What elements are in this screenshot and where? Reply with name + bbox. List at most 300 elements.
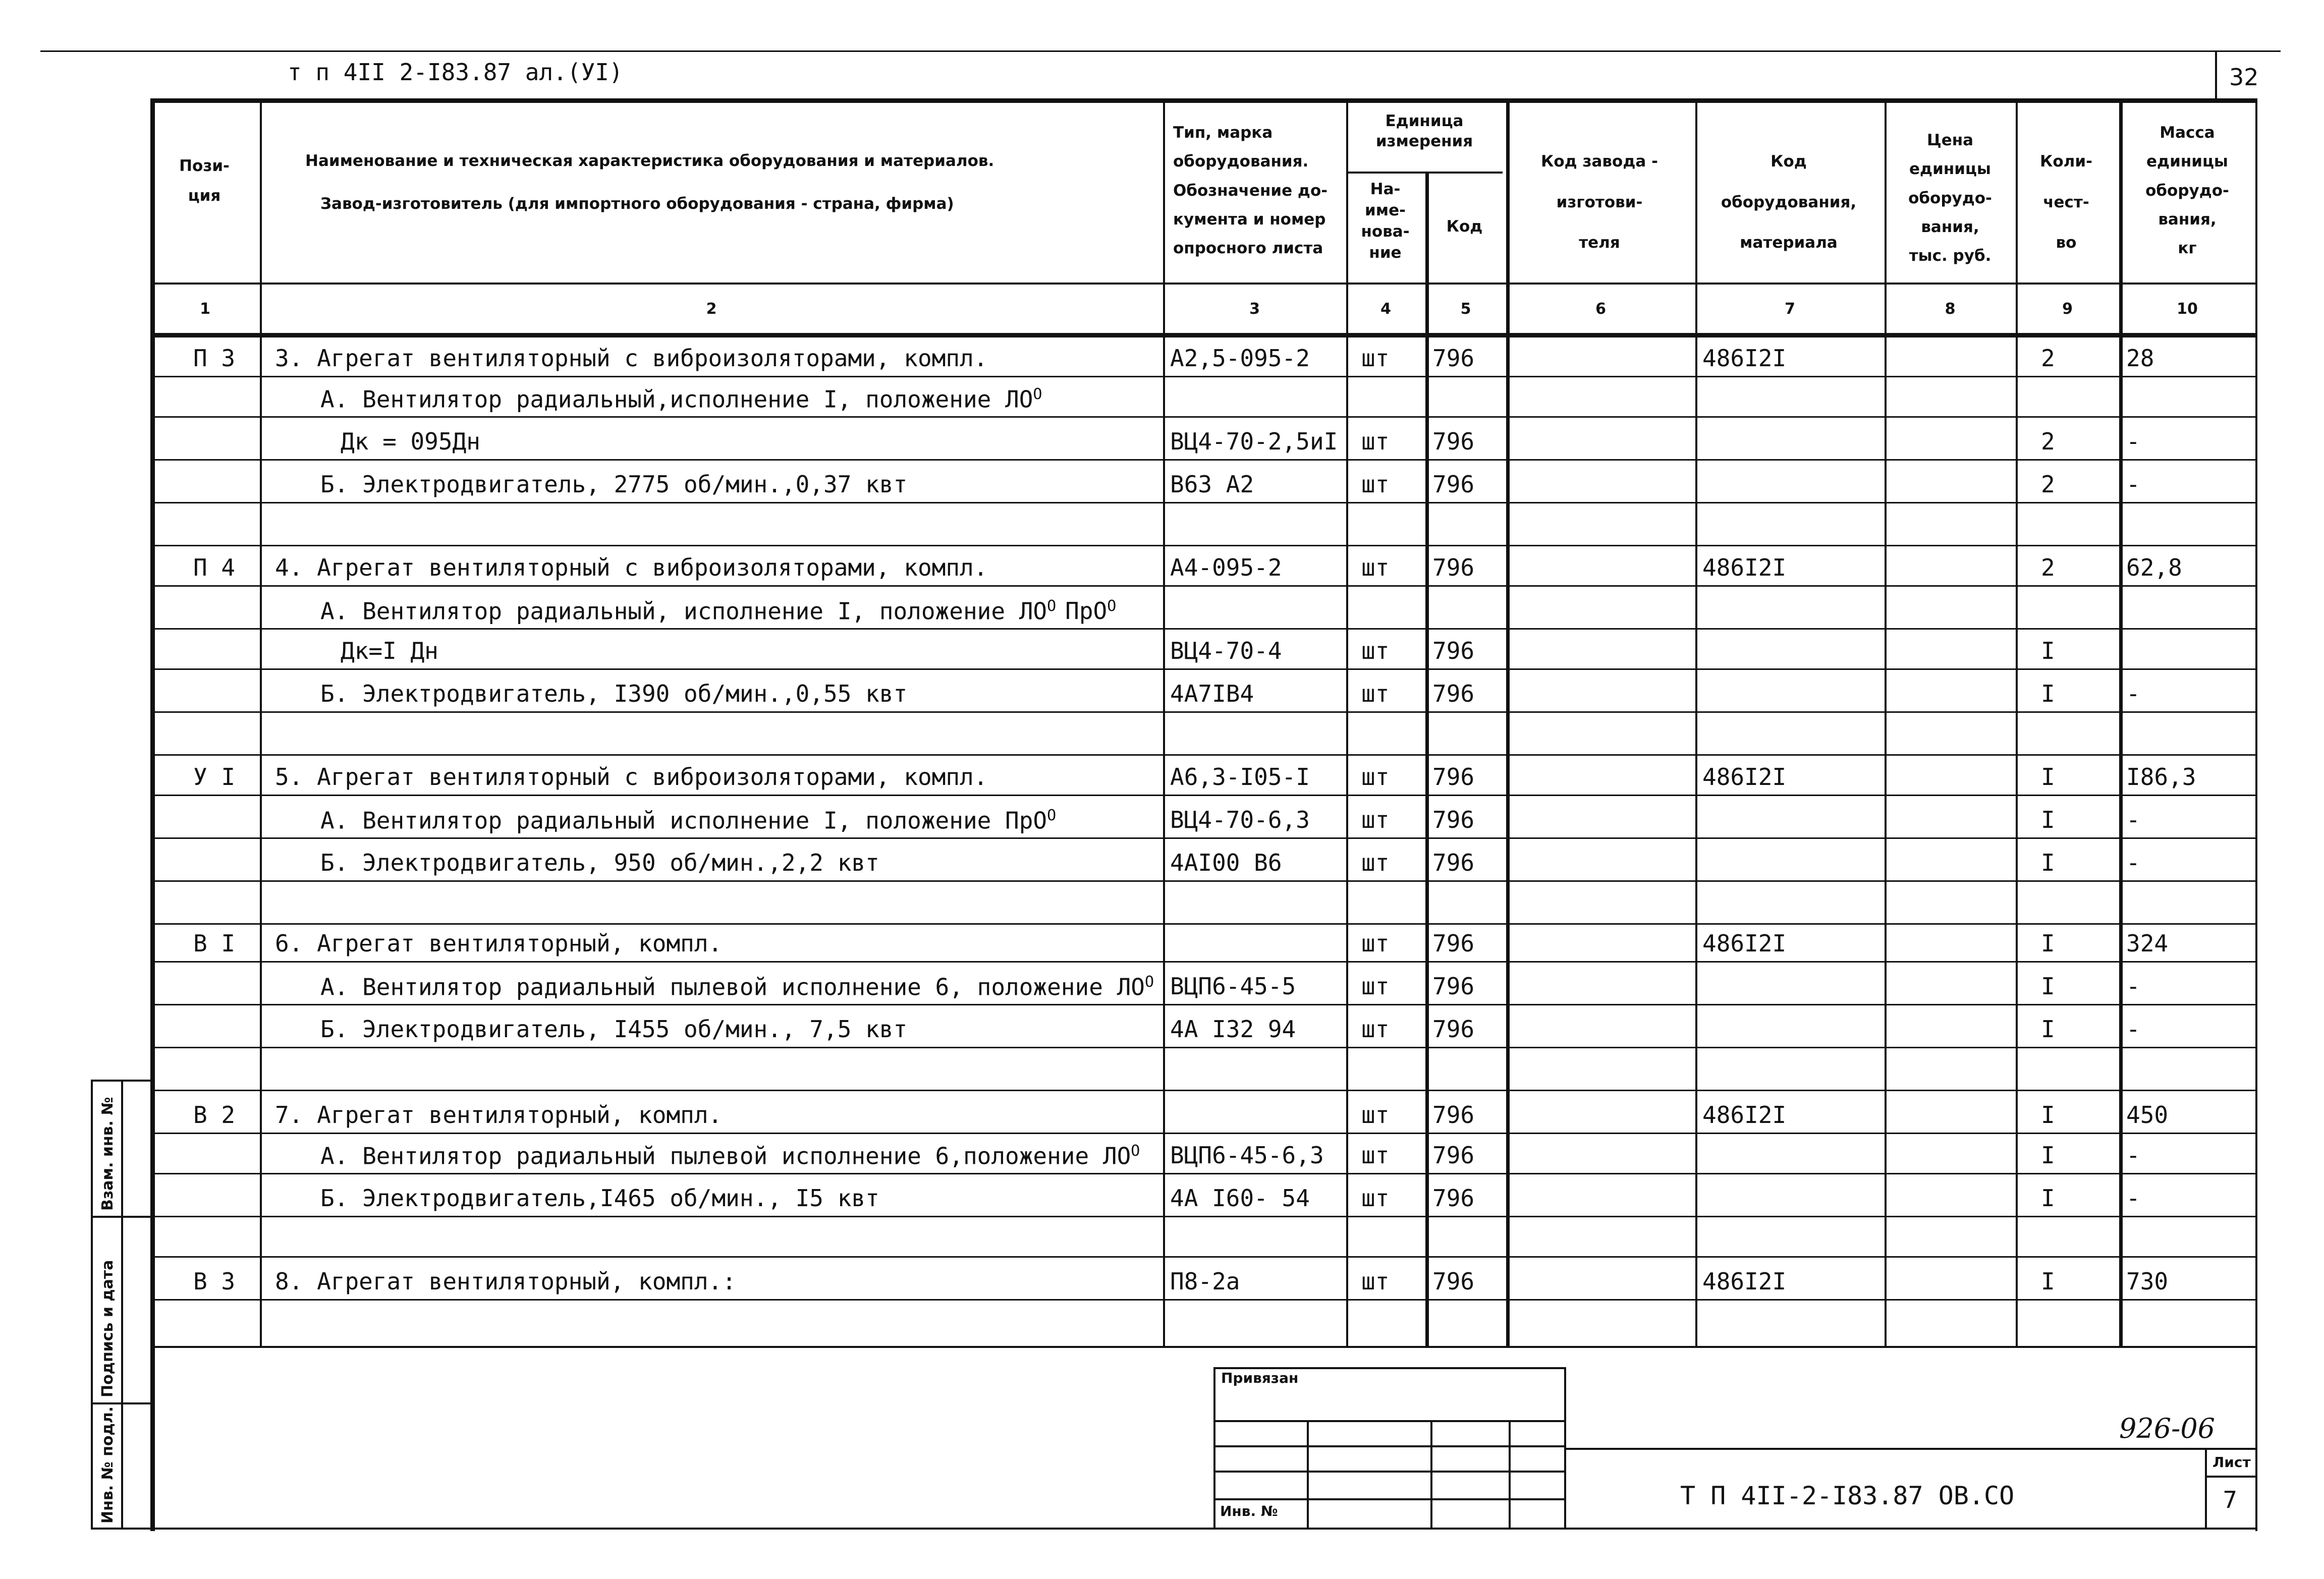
table-cell-code <box>1432 682 1474 705</box>
cell-text: А6,3-I05-I <box>1170 763 1310 791</box>
cell-text: ВЦ4-70-4 <box>1170 637 1282 664</box>
privyazan-label: Привязан <box>1221 1370 1299 1386</box>
table-cell-name <box>275 556 987 579</box>
cell-text: 2 <box>2041 471 2055 498</box>
header-mass: Масса единицы оборудо- вания, кг <box>2145 124 2229 258</box>
cell-text: В 2 <box>193 1101 236 1129</box>
table-row-line <box>150 1047 2257 1048</box>
cell-text: - <box>2126 973 2140 1000</box>
cell-text: I <box>2041 1016 2055 1043</box>
table-cell-qty <box>2041 556 2055 579</box>
table-cell-eq_code <box>1702 1270 1786 1293</box>
table-cell-name <box>320 387 1042 411</box>
cell-text: I <box>2041 1101 2055 1129</box>
cell-text: шт <box>1361 1016 1390 1043</box>
cell-text: 5. Агрегат вентиляторный с виброизоляторами, компл. <box>275 763 988 791</box>
table-cell-code <box>1432 975 1474 998</box>
cell-text: А2,5-095-2 <box>1170 345 1310 372</box>
table-cell-code <box>1432 932 1474 955</box>
cell-text: 796 <box>1432 554 1475 581</box>
sheet-label: Лист <box>2212 1454 2251 1471</box>
cell-text: - <box>2126 428 2140 455</box>
cell-text: шт <box>1361 1268 1390 1295</box>
table-cell-pos <box>193 932 235 955</box>
cell-text: I <box>2041 1142 2055 1169</box>
table-row-line <box>150 1004 2257 1005</box>
table-cell-name <box>320 1018 907 1041</box>
cell-text: шт <box>1361 554 1390 581</box>
column-line-3 <box>1346 98 1348 1346</box>
header-equipment-code: Код оборудования, материала <box>1721 152 1857 252</box>
column-line-7 <box>1885 98 1887 1346</box>
table-row-line <box>150 837 2257 839</box>
table-right-border <box>2255 98 2257 1531</box>
cell-text: 796 <box>1432 1101 1475 1129</box>
table-row-line <box>150 795 2257 796</box>
table-cell-mass <box>2126 1018 2140 1041</box>
table-cell-type <box>1170 430 1338 453</box>
table-cell-name <box>320 473 907 496</box>
table-cell-code <box>1432 430 1474 453</box>
header-unit-name: На- име- нова- ние <box>1361 180 1410 262</box>
degree-superscript: О <box>1033 385 1042 403</box>
cell-text: А. Вентилятор радиальный, исполнение I, положение ЛО <box>320 597 1047 625</box>
table-cell-type <box>1170 975 1296 998</box>
cell-text: 796 <box>1432 680 1475 707</box>
table-cell-name <box>320 682 907 705</box>
title-block-top-line <box>150 1346 2257 1348</box>
column-numbers-bottom-line <box>150 333 2257 337</box>
cell-text: А. Вентилятор радиальный исполнение I, положение ПрО <box>320 807 1047 834</box>
table-cell-code <box>1432 763 1475 791</box>
table-cell-qty <box>2041 975 2055 998</box>
table-cell-mass <box>2126 763 2196 791</box>
table-cell-mass <box>2126 1187 2140 1210</box>
header-name-line2: Завод-изготовитель (для импортного оборудования - страна, фирма) <box>320 195 954 213</box>
table-cell-qty <box>2041 639 2055 662</box>
table-cell-mass <box>2126 556 2182 579</box>
stamp-podpis-data: Подпись и дата <box>99 1260 117 1397</box>
cell-text: шт <box>1361 680 1390 707</box>
table-cell-qty <box>2041 763 2055 791</box>
table-cell-unit <box>1361 975 1389 998</box>
table-cell-code <box>1432 1144 1474 1167</box>
table-row-line <box>150 459 2257 461</box>
table-cell-eq_code <box>1702 1101 1787 1129</box>
cell-text: 796 <box>1432 1016 1475 1043</box>
table-cell-pos <box>193 763 236 791</box>
privyazan-grid-3 <box>1213 1471 1566 1473</box>
cell-text: ВЦ4-70-6,3 <box>1170 806 1310 833</box>
cell-text: I86,3 <box>2126 763 2196 791</box>
sheet-box-mid <box>2205 1476 2257 1478</box>
table-cell-mass <box>2126 975 2140 998</box>
cell-text: 4А7IВ4 <box>1170 680 1254 707</box>
stamp-sep-2 <box>91 1402 151 1404</box>
table-cell-code <box>1432 1270 1474 1293</box>
table-cell-qty <box>2041 1144 2055 1167</box>
cell-text: шт <box>1361 1185 1390 1212</box>
cell-text: 796 <box>1432 1142 1475 1169</box>
cell-text: - <box>2126 806 2140 833</box>
cell-text: шт <box>1361 428 1390 455</box>
table-row-line <box>150 1216 2257 1217</box>
table-cell-name <box>341 639 438 662</box>
privyazan-col-3 <box>1509 1420 1511 1529</box>
header-unit-code: Код <box>1446 217 1483 236</box>
table-cell-type <box>1170 556 1282 579</box>
cell-text: 324 <box>2126 930 2169 957</box>
privyazan-grid-2 <box>1213 1445 1566 1447</box>
cell-text: 4. Агрегат вентиляторный с виброизоляторами, компл. <box>275 554 988 581</box>
degree-superscript: О <box>1107 597 1117 615</box>
table-cell-code <box>1432 473 1474 496</box>
degree-superscript: О <box>1047 807 1057 824</box>
cell-text: 796 <box>1432 345 1475 372</box>
table-cell-name <box>275 1270 736 1293</box>
cell-text: ВЦП6-45-5 <box>1170 973 1296 1000</box>
stamp-vzam-inv: Взам. инв. № <box>99 1097 117 1211</box>
header-type: Тип, марка оборудования. Обозначение до- кумента и номер опросного листа <box>1173 124 1328 258</box>
cell-text: Б. Электродвигатель, I455 об/мин., 7,5 квт <box>320 1016 908 1043</box>
table-cell-qty <box>2041 1101 2055 1129</box>
inv-no-label: Инв. № <box>1220 1503 1278 1519</box>
column-number-3: 3 <box>1249 300 1260 318</box>
privyazan-box-top <box>1213 1367 1566 1369</box>
cell-text: В I <box>193 930 236 957</box>
table-cell-pos <box>193 347 235 370</box>
cell-text: 486I2I <box>1702 1268 1787 1295</box>
cell-text: 486I2I <box>1702 345 1787 372</box>
table-row-line <box>150 1299 2257 1301</box>
column-number-4: 4 <box>1380 300 1391 318</box>
table-cell-name <box>275 347 987 370</box>
table-cell-qty <box>2041 1187 2055 1210</box>
table-cell-type <box>1170 473 1254 496</box>
column-line-6 <box>1695 98 1697 1346</box>
header-bottom-line <box>150 283 2257 285</box>
cell-text: шт <box>1361 1101 1390 1129</box>
table-cell-name <box>320 851 879 874</box>
table-cell-eq_code <box>1702 763 1787 791</box>
table-row-line <box>150 711 2257 713</box>
table-cell-type <box>1170 682 1254 705</box>
table-cell-type <box>1170 1144 1324 1167</box>
table-cell-qty <box>2041 932 2055 955</box>
table-cell-unit <box>1361 808 1389 831</box>
cell-text: 4А I32 94 <box>1170 1016 1296 1043</box>
table-cell-code <box>1432 347 1474 370</box>
table-row-line <box>150 585 2257 587</box>
cell-text: 796 <box>1432 763 1475 791</box>
column-number-6: 6 <box>1595 300 1606 318</box>
table-cell-pos <box>193 1101 236 1129</box>
table-cell-code <box>1432 556 1474 579</box>
cell-text: Дк=I Дн <box>341 637 438 664</box>
table-row-line <box>150 545 2257 546</box>
cell-text: шт <box>1361 345 1390 372</box>
column-line-2 <box>1163 98 1165 1346</box>
cell-text: I <box>2041 973 2055 1000</box>
cell-text: Б. Электродвигатель, 2775 об/мин.,0,37 квт <box>320 471 908 498</box>
table-cell-unit <box>1361 1187 1389 1210</box>
cell-text: I <box>2041 680 2055 707</box>
cell-text: - <box>2126 680 2140 707</box>
cell-text: 796 <box>1432 930 1475 957</box>
table-row-line <box>150 880 2257 882</box>
table-cell-mass <box>2126 932 2168 955</box>
column-line-8 <box>2016 98 2018 1346</box>
table-cell-name <box>320 599 1116 623</box>
cell-text: 796 <box>1432 973 1475 1000</box>
table-cell-qty <box>2041 1270 2055 1293</box>
table-cell-name <box>275 763 988 791</box>
privyazan-box-left <box>1213 1367 1215 1529</box>
cell-text: 730 <box>2126 1268 2169 1295</box>
cell-text: 486I2I <box>1702 930 1787 957</box>
table-cell-mass <box>2126 1101 2169 1129</box>
table-cell-code <box>1432 1187 1474 1210</box>
table-row-line <box>150 668 2257 670</box>
cell-text: I <box>2041 1185 2055 1212</box>
column-line-5 <box>1506 98 1510 1346</box>
cell-text: шт <box>1361 806 1390 833</box>
page-number: 32 <box>2229 64 2259 91</box>
degree-superscript: О <box>1131 1142 1140 1160</box>
table-cell-code <box>1432 808 1474 831</box>
table-row-line <box>150 754 2257 756</box>
table-cell-unit <box>1361 639 1389 662</box>
table-cell-mass <box>2126 1144 2140 1167</box>
table-cell-qty <box>2041 682 2055 705</box>
cell-text: А. Вентилятор радиальный пылевой исполнение 6,положение ЛО <box>320 1142 1131 1170</box>
table-cell-unit <box>1361 473 1389 496</box>
stamp-inner-left <box>121 1080 123 1529</box>
cell-text: шт <box>1361 973 1390 1000</box>
table-row-line <box>150 1256 2257 1258</box>
table-cell-unit <box>1361 430 1389 453</box>
table-cell-name <box>275 1101 723 1129</box>
degree-superscript: О <box>1047 597 1057 615</box>
cell-text: шт <box>1361 763 1390 791</box>
header-factory-code: Код завода - изготови- теля <box>1541 152 1658 252</box>
table-row-line <box>150 628 2257 630</box>
cell-text: 486I2I <box>1702 554 1787 581</box>
table-cell-qty <box>2041 473 2055 496</box>
table-cell-pos <box>193 1270 235 1293</box>
table-cell-name <box>275 932 722 955</box>
column-number-9: 9 <box>2062 300 2073 318</box>
privyazan-col-2 <box>1430 1420 1432 1529</box>
cell-text: I <box>2041 1268 2055 1295</box>
table-cell-type <box>1170 763 1310 791</box>
handwritten-code: 926-06 <box>2119 1413 2216 1444</box>
table-row-line <box>150 961 2257 963</box>
page-number-box-left <box>2215 50 2217 101</box>
sheet-box-left <box>2205 1448 2207 1529</box>
column-line-9 <box>2119 98 2123 1346</box>
header-name-line1: Наименование и техническая характеристика оборудования и материалов. <box>305 152 994 170</box>
table-cell-mass <box>2126 430 2140 453</box>
cell-text: - <box>2126 471 2140 498</box>
column-line-4 <box>1425 172 1429 1346</box>
table-row-line <box>150 416 2257 418</box>
table-cell-qty <box>2041 1018 2055 1041</box>
privyazan-grid-4 <box>1213 1498 1566 1500</box>
table-cell-unit <box>1361 1018 1389 1041</box>
cell-text: I <box>2041 930 2055 957</box>
cell-text: А4-095-2 <box>1170 554 1282 581</box>
table-cell-type <box>1170 1018 1296 1041</box>
stamp-inv-podl: Инв. № подл. <box>99 1406 117 1524</box>
table-cell-type <box>1170 347 1310 370</box>
cell-text: - <box>2126 849 2140 876</box>
cell-text: 796 <box>1432 428 1475 455</box>
cell-text: - <box>2126 1142 2140 1169</box>
cell-text: Дк = 095Дн <box>341 428 480 455</box>
table-cell-qty <box>2041 430 2055 453</box>
column-number-5: 5 <box>1460 300 1471 318</box>
table-cell-mass <box>2126 1270 2168 1293</box>
cell-text: 486I2I <box>1702 763 1787 791</box>
sheet-number: 7 <box>2223 1486 2238 1513</box>
table-cell-mass <box>2126 473 2140 496</box>
privyazan-col-1 <box>1307 1420 1309 1529</box>
table-cell-unit <box>1361 556 1389 579</box>
cell-text-tail: ПрО <box>1065 597 1108 625</box>
table-cell-qty <box>2041 347 2055 370</box>
table-cell-code <box>1432 639 1474 662</box>
cell-text: П 4 <box>193 554 236 581</box>
table-cell-unit <box>1361 763 1390 791</box>
column-number-2: 2 <box>706 300 717 318</box>
table-cell-unit <box>1361 851 1389 874</box>
unit-subheader-line <box>1346 172 1503 174</box>
cell-text: В63 А2 <box>1170 471 1254 498</box>
cell-text: ВЦП6-45-6,3 <box>1170 1142 1324 1169</box>
cell-text: шт <box>1361 930 1390 957</box>
table-bottom-border <box>150 1528 2257 1530</box>
header-unit-group: Единица измерения <box>1375 112 1473 151</box>
table-row-line <box>150 923 2257 925</box>
cell-text: шт <box>1361 849 1390 876</box>
table-cell-unit <box>1361 1270 1389 1293</box>
cell-text: 2 <box>2041 554 2055 581</box>
cell-text: - <box>2126 1185 2140 1212</box>
table-cell-unit <box>1361 347 1389 370</box>
cell-text: 28 <box>2126 345 2154 372</box>
table-cell-unit <box>1361 682 1389 705</box>
stamp-sep-1 <box>91 1216 151 1218</box>
cell-text: 450 <box>2126 1101 2169 1129</box>
table-cell-type <box>1170 1187 1310 1210</box>
table-cell-unit <box>1361 932 1389 955</box>
cell-text: I <box>2041 763 2055 791</box>
degree-superscript: О <box>1144 973 1154 991</box>
table-cell-name <box>320 1142 1140 1170</box>
cell-text: 486I2I <box>1702 1101 1787 1129</box>
cell-text: 4АI00 В6 <box>1170 849 1282 876</box>
top-border-line <box>40 50 2281 52</box>
cell-text: 796 <box>1432 1268 1475 1295</box>
stamp-bottom <box>91 1528 151 1530</box>
stamp-top <box>91 1080 151 1082</box>
table-top-border <box>150 98 2257 103</box>
cell-text: 796 <box>1432 637 1475 664</box>
cell-text: У I <box>193 763 236 791</box>
cell-text: 2 <box>2041 345 2055 372</box>
stamp-outer-left <box>91 1080 93 1529</box>
table-cell-eq_code <box>1702 556 1786 579</box>
cell-text: Б. Электродвигатель, 950 об/мин.,2,2 квт <box>320 849 879 876</box>
table-cell-type <box>1170 1270 1240 1293</box>
table-row-line <box>150 1090 2257 1091</box>
cell-text: I <box>2041 849 2055 876</box>
table-cell-code <box>1432 1018 1474 1041</box>
table-cell-code <box>1432 851 1474 874</box>
column-number-10: 10 <box>2177 300 2198 318</box>
cell-text: I <box>2041 806 2055 833</box>
cell-text: - <box>2126 1016 2140 1043</box>
privyazan-grid-1 <box>1213 1420 1566 1422</box>
table-cell-qty <box>2041 851 2055 874</box>
cell-text: 796 <box>1432 1185 1475 1212</box>
cell-text: 6. Агрегат вентиляторный, компл. <box>275 930 723 957</box>
table-cell-type <box>1170 808 1310 831</box>
cell-text: П 3 <box>193 345 236 372</box>
cell-text: 796 <box>1432 471 1475 498</box>
table-cell-unit <box>1361 1144 1389 1167</box>
cell-text: 62,8 <box>2126 554 2182 581</box>
column-number-7: 7 <box>1785 300 1795 318</box>
table-cell-pos <box>193 556 235 579</box>
table-cell-eq_code <box>1702 932 1786 955</box>
table-row-line <box>150 1133 2257 1134</box>
cell-text: 796 <box>1432 849 1475 876</box>
cell-text: I <box>2041 637 2055 664</box>
table-cell-mass <box>2126 347 2154 370</box>
table-cell-qty <box>2041 808 2055 831</box>
header-code: т п 4II 2-I83.87 ал.(УI) <box>288 59 623 86</box>
cell-text: ВЦ4-70-2,5иI <box>1170 428 1338 455</box>
table-cell-mass <box>2126 808 2140 831</box>
cell-text: 8. Агрегат вентиляторный, компл.: <box>275 1268 736 1295</box>
table-row-line <box>150 502 2257 503</box>
table-cell-name <box>320 808 1056 832</box>
cell-text: 2 <box>2041 428 2055 455</box>
table-cell-eq_code <box>1702 347 1786 370</box>
table-cell-mass <box>2126 851 2140 874</box>
table-row-line <box>150 376 2257 377</box>
cell-text: 796 <box>1432 806 1475 833</box>
cell-text: шт <box>1361 471 1390 498</box>
cell-text: А. Вентилятор радиальный,исполнение I, положение ЛО <box>320 385 1033 413</box>
header-quantity: Коли- чест- во <box>2040 152 2092 252</box>
column-number-8: 8 <box>1945 300 1956 318</box>
cell-text: 3. Агрегат вентиляторный с виброизоляторами, компл. <box>275 345 988 372</box>
cell-text: 7. Агрегат вентиляторный, компл. <box>275 1101 723 1129</box>
doc-code-top-line <box>1564 1448 2257 1450</box>
table-cell-unit <box>1361 1101 1390 1129</box>
table-cell-type <box>1170 851 1282 874</box>
cell-text: шт <box>1361 637 1390 664</box>
table-cell-type <box>1170 639 1282 662</box>
table-cell-name <box>320 973 1154 1001</box>
cell-text: Б. Электродвигатель, I390 об/мин.,0,55 квт <box>320 680 908 707</box>
header-position: Пози- ция <box>179 157 230 205</box>
table-cell-name <box>320 1187 879 1210</box>
column-line-1 <box>260 98 262 1346</box>
